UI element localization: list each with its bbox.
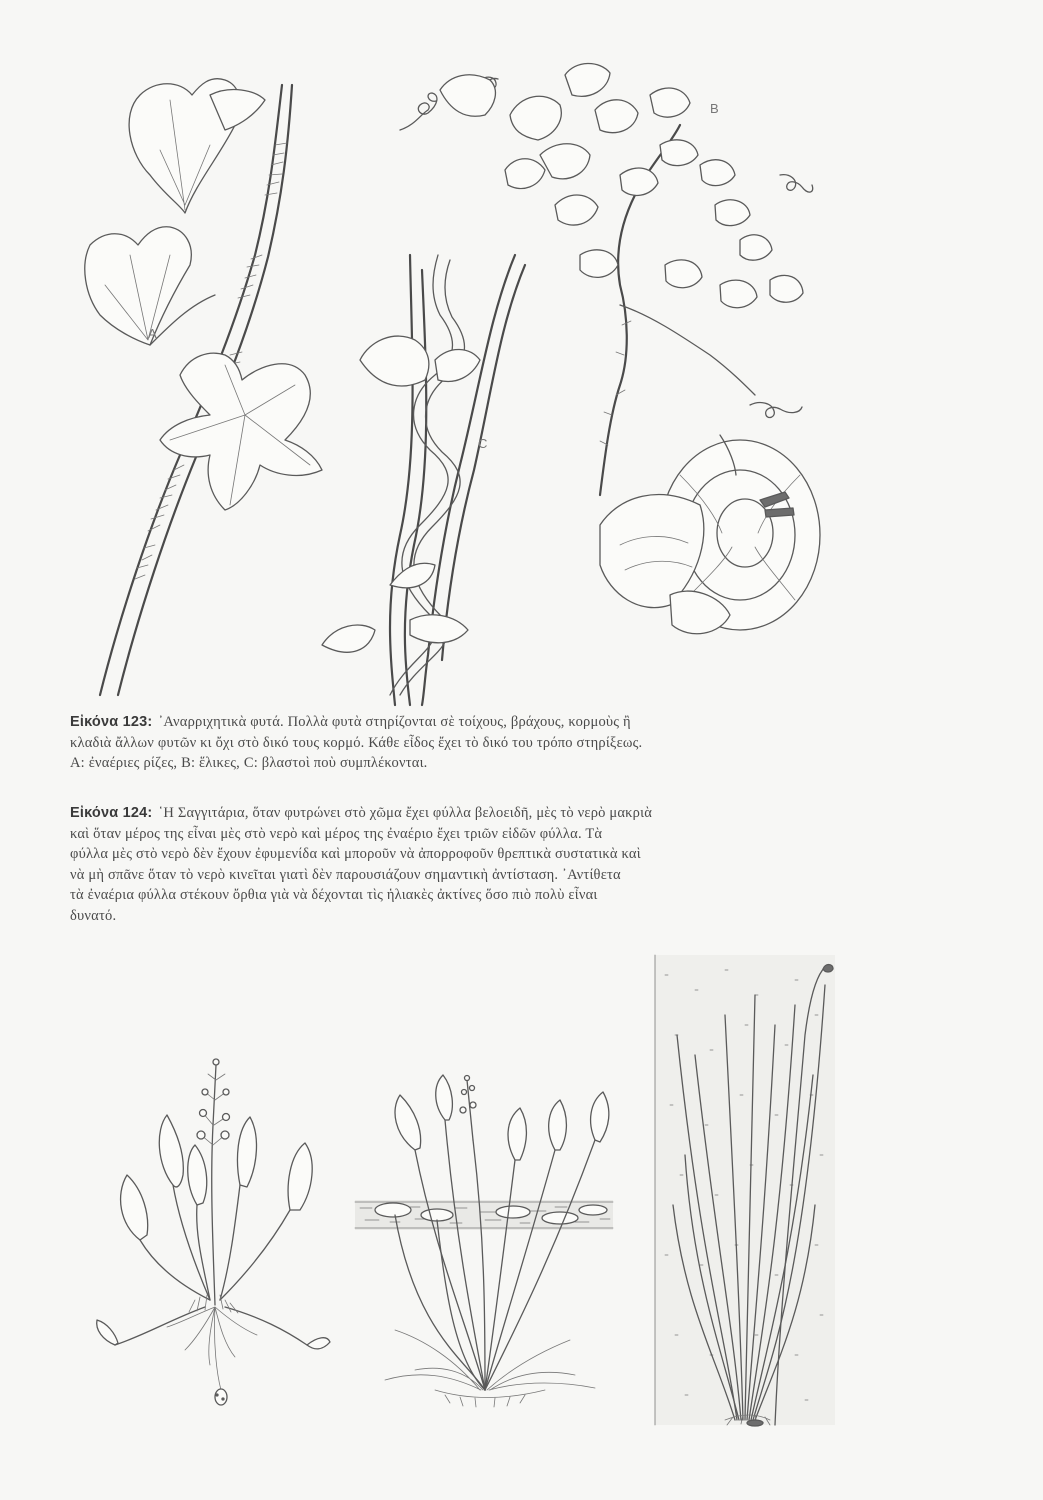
figure-124-caption-line-2: καὶ ὅταν μέρος της εἶναι μὲς στὸ νερὸ καὶ μέρος της ἐναέριο ἔχει τριῶν εἰδῶν φύλλα. Τὰ [70, 825, 603, 842]
panel-b-tendril-drawing [400, 63, 820, 633]
figure-124-caption [70, 803, 840, 926]
figure-124-caption-line-6: δυνατό. [70, 907, 117, 924]
figure-123-illustration [60, 55, 840, 705]
figure-124-caption-line-4: νὰ μὴ σπᾶνε ὅταν τὸ νερὸ κινεῖται γιατὶ δὲν παρουσιάζουν σημαντικὴ ἀντίσταση. ᾿Αντίθετα [70, 866, 621, 883]
sagittaria-land-form-drawing [85, 1045, 335, 1415]
panel-b-label: B [710, 101, 719, 116]
figure-123-caption-line-3: Α: ἐναέριες ρίζες, Β: ἕλικες, C: βλαστοὶ ποὺ συμπλέκονται. [70, 755, 428, 771]
figure-124-caption-line-5: τὰ ἐναέρια φύλλα στέκουν ὄρθια γιὰ νὰ δέχονται τὶς ἡλιακὲς ἀκτίνες ὅσο πιὸ πολὺ εἶναι [70, 887, 598, 903]
figure-124-caption-line-3: φύλλα μὲς στὸ νερὸ δὲν ἔχουν ἐφυμενίδα καὶ μποροῦν νὰ ἀπορροφοῦν θρεπτικὰ συστατικὰ καὶ [70, 846, 641, 862]
panel-a-ivy-drawing [85, 79, 322, 695]
sagittaria-submerged-drawing [655, 955, 850, 1435]
figure-124-caption-line-1: ῾Η Σαγγιτάρια, ὅταν φυτρώνει στὸ χῶμα ἔχει φύλλα βελοειδῆ, μὲς τὸ νερὸ μακριὰ [158, 805, 653, 821]
sagittaria-partly-submerged-drawing [355, 1070, 625, 1410]
panel-c-label: C [478, 436, 488, 451]
figure-124-label: Εἰκόνα 124: [70, 805, 153, 821]
bell-flowers [600, 435, 820, 634]
panel-c-twining-drawing [322, 255, 525, 705]
figure-123-caption-line-2: κλαδιὰ ἄλλων φυτῶν κι ὄχι στὸ δικό τους κορμό. Κάθε εἶδος ἔχει τὸ δικό του τρόπο στηρίξεως. [70, 734, 643, 751]
panel-a-label: A [148, 326, 157, 341]
figure-123-caption-line-1: ᾿Αναρριχητικὰ φυτά. Πολλὰ φυτὰ στηρίζονται σὲ τοίχους, βράχους, κορμοὺς ἢ [158, 714, 631, 730]
figure-123-caption [70, 712, 840, 774]
figure-123-label: Εἰκόνα 123: [70, 714, 153, 730]
